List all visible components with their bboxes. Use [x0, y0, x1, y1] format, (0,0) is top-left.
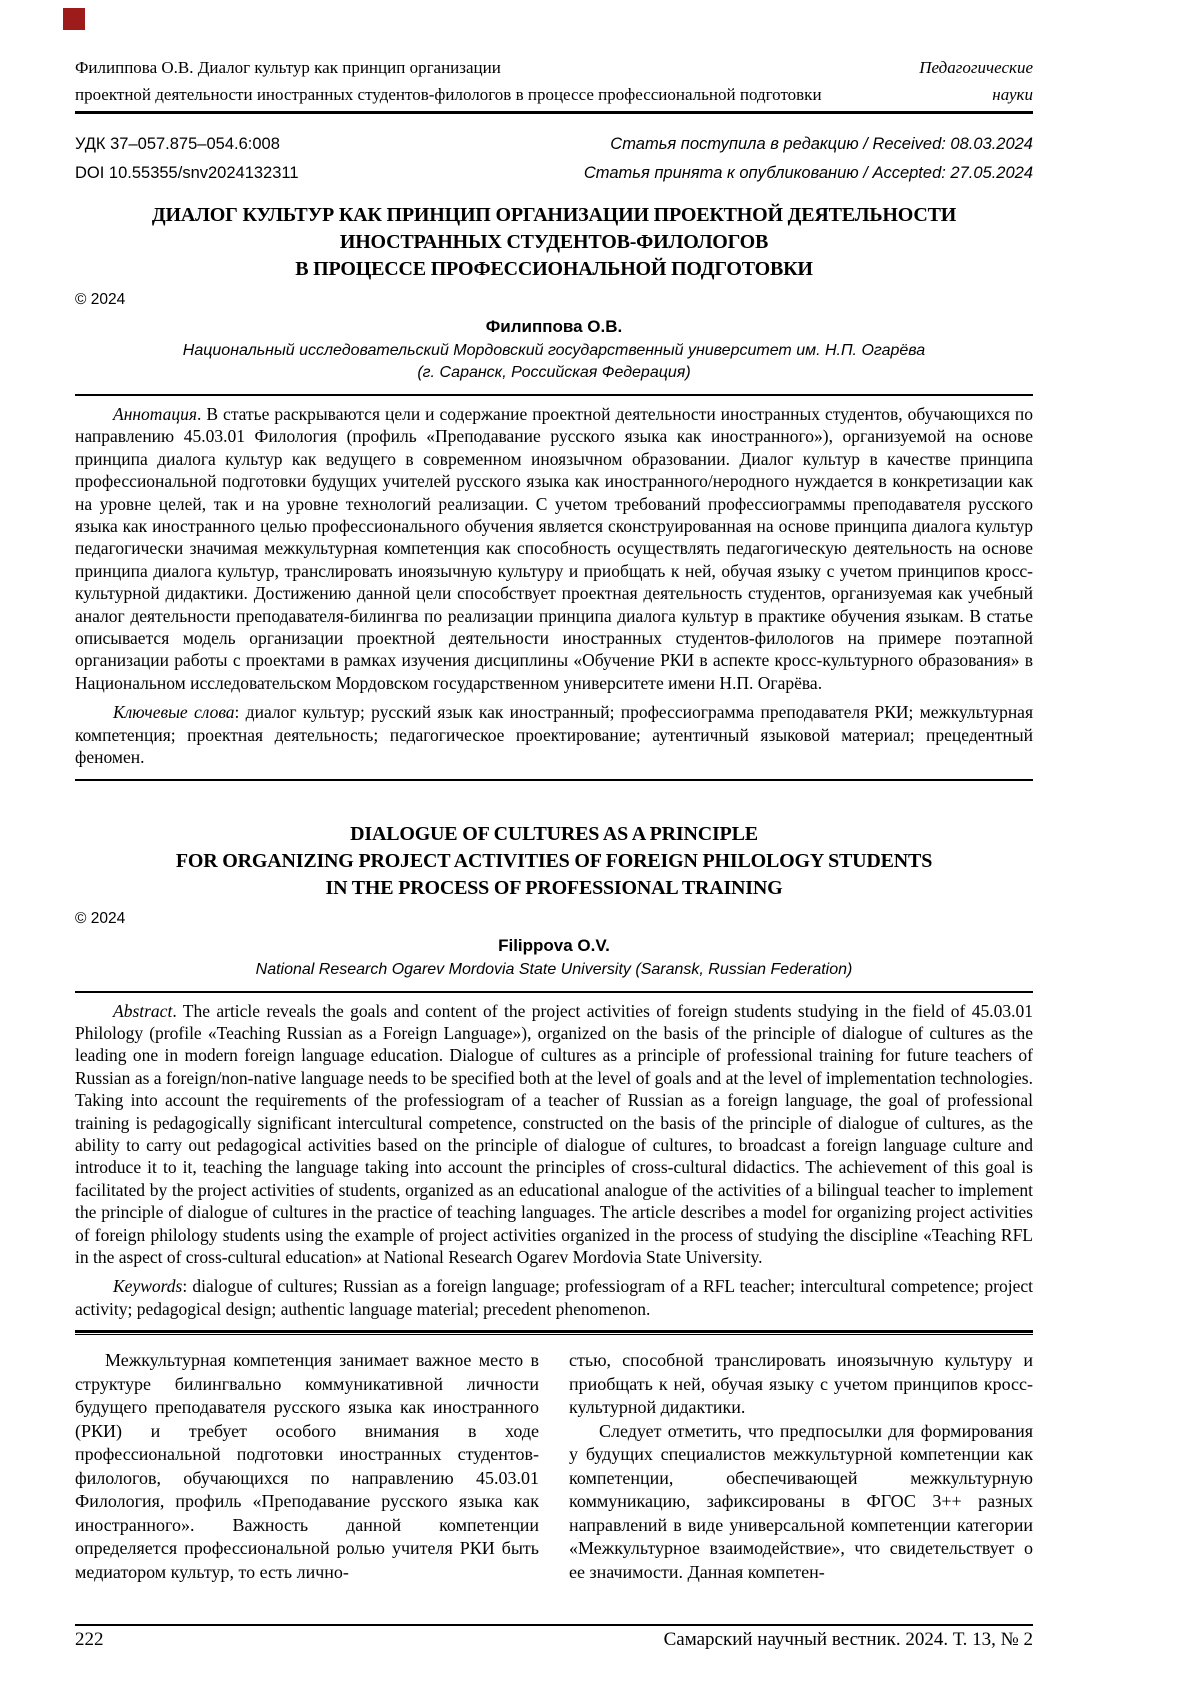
footer-rule	[75, 1624, 1033, 1626]
keywords-en-text: : dialogue of cultures; Russian as a foreign language; professiogram of a RFL teacher; intercultural competence; project activity; pedagogical design; authentic language material; precedent phenomenon.	[75, 1276, 1033, 1319]
affiliation-ru	[75, 340, 1033, 384]
title-en-line2: FOR ORGANIZING PROJECT ACTIVITIES OF FOREIGN PHILOLOGY STUDENTS	[175, 849, 933, 872]
title-ru-line1: ДИАЛОГ КУЛЬТУР КАК ПРИНЦИП ОРГАНИЗАЦИИ ПРОЕКТНОЙ ДЕЯТЕЛЬНОСТИ	[151, 204, 957, 226]
rule-before-abstract-ru	[75, 394, 1033, 396]
abstract-ru-label: Аннотация	[113, 404, 198, 424]
title-ru-line3: В ПРОЦЕССЕ ПРОФЕССИОНАЛЬНОЙ ПОДГОТОВКИ	[295, 258, 813, 280]
accepted-date: Статья принята к опубликованию / Accepted: 27.05.2024	[583, 164, 1033, 182]
running-header-line1: Филиппова О.В. Диалог культур как принцип организации	[75, 58, 501, 77]
author-en: Filippova O.V.	[498, 935, 610, 955]
article-dates	[584, 130, 1033, 188]
article-identifiers	[75, 130, 299, 188]
abstract-ru-text: . В статье раскрываются цели и содержание проектной деятельности иностранных студентов, обучающихся по направлению 45.03.01 Филология (профиль «Преподавание русского языка как иностранного»), организуемой на основе принципа диалога культур как ведущего в современном иноязычном образовании. Диалог культур в качестве принципа профессиональной подготовки будущих учителей русского языка как иностранного/неродного нуждается в конкретизации как на уровне целей, так и на уровне технологий реализации. С учетом требований профессиограммы преподавателя русского языка как иностранного целью профессионального обучения является сконструированная на основе принципа диалога культур педагогически значимая межкультурная компетенция как способность осуществлять педагогическую деятельность на основе принципа диалога культур, транслировать иноязычную культуру и приобщать к ней, обучая языку с учетом принципов кросс-культурной дидактики. Достижению данной цели способствует проектная деятельность студентов, организуемая как учебный аналог деятельности преподавателя-билингва по реализации принципа диалога культур в практике обучения языкам. В статье описывается модель организации проектной деятельности иностранных студентов-филологов на примере поэтапной организации работы с проектами в рамках изучения дисциплины «Обучение РКИ в аспекте кросс-культурного образования» в Национальном исследовательском Мордовском государственном университете имени Н.П. Огарёва.	[75, 404, 1033, 693]
received-date: Статья поступила в редакцию / Received: 08.03.2024	[610, 135, 1033, 153]
keywords-en-label: Keywords	[113, 1276, 183, 1297]
body-left-paragraph: Межкультурная компетенция занимает важное место в структуре билингвально коммуникативной личности будущего преподавателя русского языка как иностранного (РКИ) и требует особого внимания в ходе профессиональной подготовки иностранных студентов-филологов, обучающихся по направлению 45.03.01 Филология, профиль «Преподавание русского языка как иностранного». Важность данной компетенции определяется профессиональной ролью учителя РКИ быть медиатором культур, то есть лично-	[75, 1350, 539, 1582]
section-name-line2: науки	[992, 85, 1033, 104]
running-header-line2: проектной деятельности иностранных студентов-филологов в процессе профессиональной подготовки	[75, 85, 822, 104]
keywords-ru-label: Ключевые слова	[113, 702, 235, 723]
keywords-en	[75, 1275, 1033, 1320]
journal-reference: Самарский научный вестник. 2024. Т. 13, № 2	[663, 1629, 1033, 1650]
abstract-en-label: Abstract	[113, 1000, 173, 1021]
affiliation-ru-line1: Национальный исследовательский Мордовский государственный университет им. Н.П. Огарёва	[182, 342, 926, 359]
running-header-title	[75, 54, 822, 108]
abstract-en-text: . The article reveals the goals and content of the project activities of foreign students studying in the field of 45.03.01 Philology (profile «Teaching Russian as a Foreign Language»), organized on the basis of the principle of dialogue of cultures as the leading one in modern foreign language education. Dialogue of cultures as a principle of professional training for future teachers of Russian as a foreign/non-native language needs to be specified both at the level of goals and at the level of implementation technologies. Taking into account the requirements of the professiogram of a teacher of Russian as a foreign language, the goal of professional training is pedagogically significant intercultural competence, constructed on the basis of the principle of dialogue of cultures, as the ability to carry out pedagogical activities based on the principle of dialogue of cultures, to broadcast a foreign language culture and introduce it to it, teaching the language taking into account the principles of cross-cultural didactics. The achievement of this goal is facilitated by the project activities of students, organized as an educational analogue of the activities of a bilingual teacher to implement the principle of dialogue of cultures in the practice of teaching languages. The article describes a model for organizing project activities of foreign philology students using the example of project activities organized in the process of studying the discipline «Teaching RFL in the aspect of cross-cultural education» at National Research Ogarev Mordovia State University.	[75, 1000, 1033, 1267]
body-right-paragraph-2: Следует отметить, что предпосылки для формирования у будущих специалистов межкультурной компетенции как компетенции, обеспечивающей межкультурную коммуникацию, зафиксированы в ФГОС 3++ разных направлений в виде универсальной компетенции категории «Межкультурное взаимодействие», что свидетельствует о ее значимости. Данная компетен-	[569, 1420, 1033, 1582]
rule-after-keywords-ru	[75, 779, 1033, 781]
doi-code: DOI 10.55355/snv2024132311	[75, 164, 299, 182]
body-column-right	[569, 1349, 1033, 1587]
page-content	[75, 0, 1033, 1587]
title-en-line1: DIALOGUE OF CULTURES AS A PRINCIPLE	[350, 822, 758, 845]
copyright-en: © 2024	[75, 909, 126, 927]
title-ru-line2: ИНОСТРАННЫХ СТУДЕНТОВ-ФИЛОЛОГОВ	[339, 231, 769, 253]
keywords-ru	[75, 701, 1033, 768]
udc-code: УДК 37–057.875–054.6:008	[75, 135, 280, 153]
affiliation-ru-line2: (г. Саранск, Российская Федерация)	[417, 364, 691, 381]
body-column-left	[75, 1349, 539, 1587]
header-rule	[75, 111, 1033, 114]
body-right-paragraph-1: стью, способной транслировать иноязычную культуру и приобщать к ней, обучая языку с учетом принципов кросс-культурной дидактики.	[569, 1350, 1033, 1418]
article-title-ru	[75, 202, 1033, 283]
running-header-section	[919, 54, 1033, 108]
author-ru: Филиппова О.В.	[485, 317, 623, 336]
section-name-line1: Педагогические	[919, 58, 1033, 77]
affiliation-en: National Research Ogarev Mordovia State University (Saransk, Russian Federation)	[255, 960, 853, 978]
article-meta	[75, 130, 1033, 188]
title-en-line3: IN THE PROCESS OF PROFESSIONAL TRAINING	[325, 876, 783, 899]
copyright-ru: © 2024	[75, 291, 126, 308]
footer-row	[75, 1629, 1033, 1651]
running-header	[75, 54, 1033, 108]
rule-after-keywords-en	[75, 1330, 1033, 1335]
abstract-en	[75, 1000, 1033, 1269]
page-number: 222	[75, 1629, 104, 1650]
rule-before-abstract-en	[75, 991, 1033, 993]
article-body-columns	[75, 1349, 1033, 1587]
page-footer	[75, 1624, 1033, 1651]
abstract-ru	[75, 403, 1033, 694]
article-title-en	[75, 821, 1033, 902]
keywords-ru-text: : диалог культур; русский язык как иностранный; профессиограмма преподавателя РКИ; межкультурная компетенция; проектная деятельность; педагогическое проектирование; аутентичный языковой материал; прецедентный феномен.	[75, 702, 1033, 768]
